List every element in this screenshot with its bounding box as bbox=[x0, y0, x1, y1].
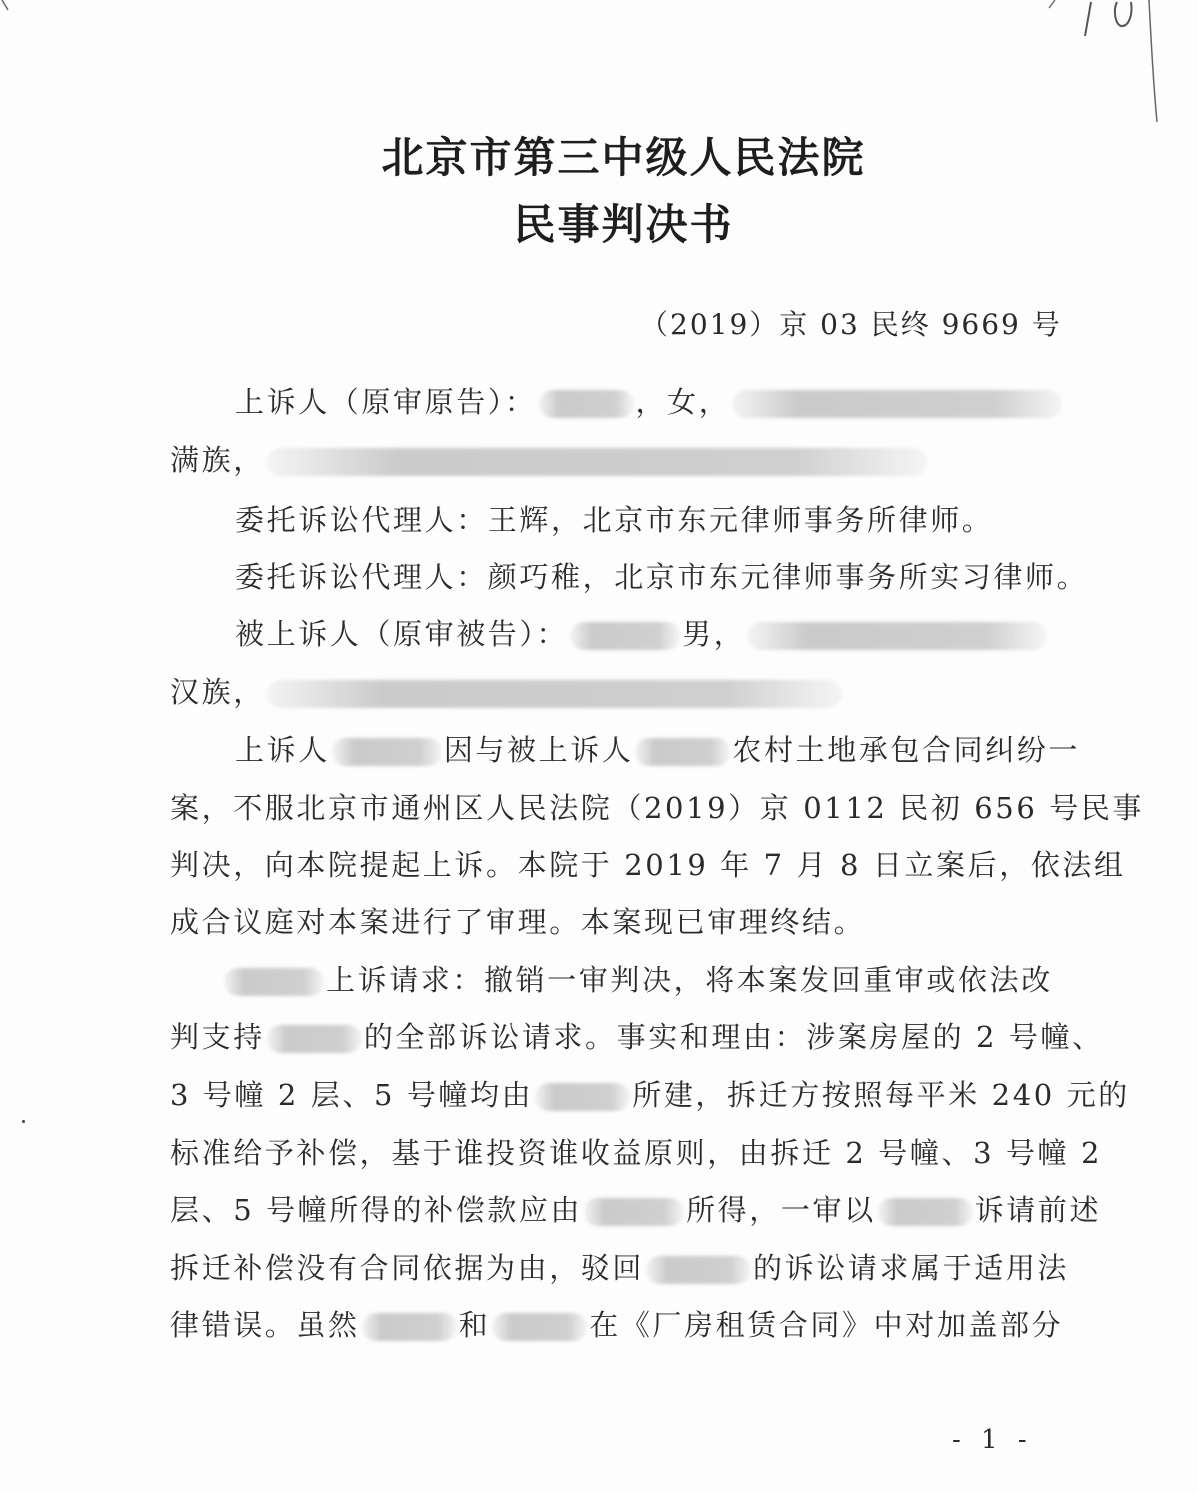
body-line bbox=[235, 728, 1081, 769]
body-line bbox=[170, 1303, 1070, 1344]
edge-mark bbox=[0, 0, 14, 12]
body-line bbox=[222, 958, 1070, 999]
text-fragment: 拆迁补偿没有合同依据为由，驳回 bbox=[170, 1251, 645, 1285]
appellant-line bbox=[235, 380, 1070, 421]
body-line: 成合议庭对本案进行了审理。本案现已审理终结。 bbox=[170, 905, 866, 939]
text-fragment: 农村土地承包合同纠纷一 bbox=[732, 733, 1081, 767]
text-fragment: 层、5 号幢所得的补偿款应由 bbox=[170, 1193, 583, 1227]
text-fragment: 的诉讼请求属于适用法 bbox=[753, 1251, 1070, 1285]
redacted-name bbox=[492, 1313, 587, 1341]
redacted-name bbox=[332, 738, 442, 766]
body-line bbox=[170, 1188, 1102, 1229]
redacted-name bbox=[267, 1025, 362, 1053]
text-fragment: 和 bbox=[458, 1308, 491, 1342]
scan-speck bbox=[22, 1120, 25, 1123]
appellant-label: 上诉人（原审原告）： bbox=[235, 385, 537, 419]
redacted-name bbox=[878, 1198, 973, 1226]
text-fragment: 在《厂房租赁合同》中对加盖部分 bbox=[589, 1308, 1064, 1342]
court-name-title: 北京市第三中级人民法院 bbox=[381, 133, 866, 182]
redacted-name bbox=[635, 738, 730, 766]
body-line: 案，不服北京市通州区人民法院（2019）京 0112 民初 656 号民事 bbox=[170, 791, 1145, 825]
appellant-ethnicity: 满族， bbox=[170, 443, 265, 477]
redacted-address bbox=[267, 448, 927, 476]
redacted-address bbox=[267, 680, 842, 708]
text-fragment: 所得，一审以 bbox=[686, 1193, 876, 1227]
appellee-ethnicity: 汉族， bbox=[170, 675, 265, 709]
agent-1-line: 委托诉讼代理人：王辉，北京市东元律师事务所律师。 bbox=[235, 503, 994, 537]
text-fragment: 的全部诉讼请求。事实和理由：涉案房屋的 2 号幢、 bbox=[363, 1020, 1104, 1054]
text-fragment: 判支持 bbox=[170, 1020, 265, 1054]
text-fragment: 上诉请求：撤销一审判决，将本案发回重审或依法改 bbox=[326, 963, 1053, 997]
body-line: 标准给予补偿，基于谁投资谁收益原则，由拆迁 2 号幢、3 号幢 2 bbox=[170, 1136, 1103, 1170]
appellant-line-2 bbox=[170, 438, 1070, 479]
redacted-name bbox=[224, 968, 324, 996]
body-line: 判决，向本院提起上诉。本院于 2019 年 7 月 8 日立案后，依法组 bbox=[170, 848, 1126, 882]
redacted-name bbox=[535, 1083, 630, 1111]
redacted-name bbox=[362, 1313, 457, 1341]
text-fragment: 上诉人 bbox=[235, 733, 330, 767]
appellant-sex: ，女， bbox=[635, 385, 731, 419]
text-fragment: 诉请前述 bbox=[974, 1193, 1102, 1227]
body-line bbox=[170, 1015, 1104, 1056]
redacted-name bbox=[584, 1198, 684, 1226]
redacted-birthdate bbox=[732, 390, 1062, 418]
text-fragment: 因与被上诉人 bbox=[443, 733, 634, 767]
body-line bbox=[170, 1246, 1070, 1287]
text-fragment: 律错误。虽然 bbox=[170, 1308, 360, 1342]
body-line bbox=[170, 1073, 1130, 1114]
text-fragment: 所建，拆迁方按照每平米 240 元的 bbox=[632, 1078, 1130, 1112]
appellee-sex: 男， bbox=[682, 617, 746, 651]
redacted-name bbox=[646, 1256, 751, 1284]
appellee-line-2 bbox=[170, 670, 1070, 711]
text-fragment: 3 号幢 2 层、5 号幢均由 bbox=[170, 1078, 534, 1112]
handwritten-page-mark bbox=[1009, 0, 1159, 130]
appellee-label: 被上诉人（原审被告）： bbox=[235, 617, 569, 651]
appellee-line bbox=[235, 612, 1070, 653]
redacted-birthdate bbox=[747, 622, 1047, 650]
case-number: （2019）京 03 民终 9669 号 bbox=[640, 308, 1062, 341]
redacted-name bbox=[570, 622, 680, 650]
redacted-name bbox=[539, 390, 634, 418]
document-type-title: 民事判决书 bbox=[513, 200, 734, 249]
page-number: - 1 - bbox=[952, 1425, 1033, 1455]
agent-2-line: 委托诉讼代理人：颜巧稚，北京市东元律师事务所实习律师。 bbox=[235, 560, 1089, 594]
